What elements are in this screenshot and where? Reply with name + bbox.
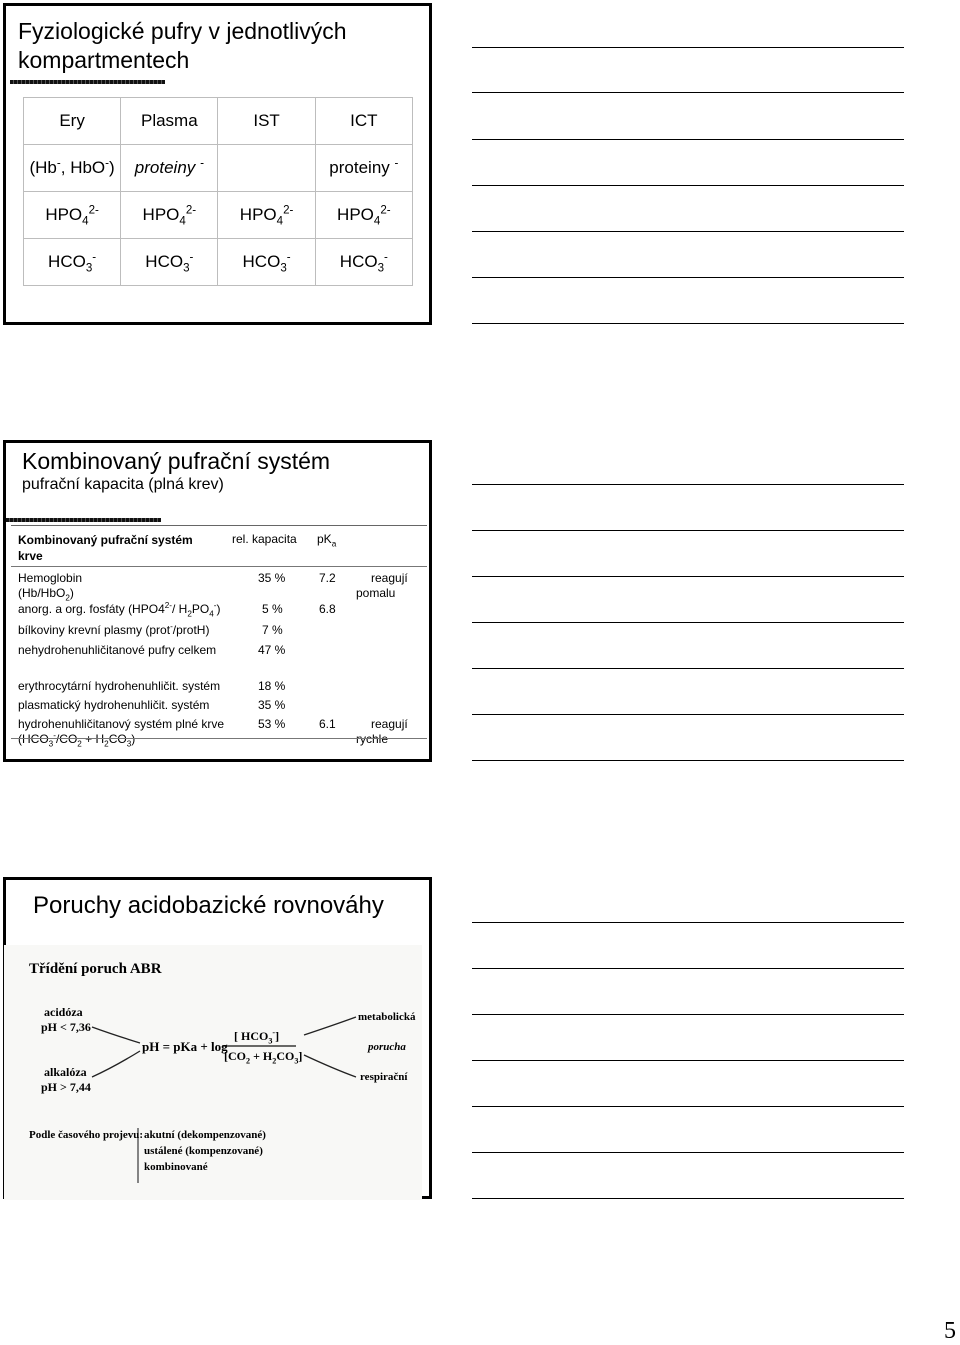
slide2-table-bottom-line — [11, 738, 427, 739]
slide-kombinovany-system — [3, 440, 432, 762]
slide2-subtitle: pufrační kapacita (plná krev) — [22, 476, 224, 493]
slide1-title: Fyziologické pufry v jednotlivých kompartmentech — [18, 18, 347, 73]
table-header — [18, 532, 428, 563]
slide2-table-top-line — [11, 525, 427, 526]
row-note: reagují — [371, 717, 408, 731]
note-line — [472, 1106, 904, 1107]
scan-kombinovane: kombinované — [144, 1161, 208, 1173]
cell-hb: (Hb-, HbO-) — [24, 145, 121, 192]
scan-alkaloza-ph: pH > 7,44 — [41, 1080, 91, 1094]
note-line — [472, 576, 904, 577]
table-row — [18, 571, 428, 603]
row-capacity: 53 % — [258, 717, 286, 731]
cell-hpo4: $HPO_4^{2-}$ — [121, 192, 218, 239]
note-line — [472, 484, 904, 485]
row-pk: 6.8 — [319, 602, 336, 616]
note-line — [472, 968, 904, 969]
cell-empty — [218, 145, 315, 192]
row-pk: 7.2 — [319, 571, 336, 585]
scan-ustalene: ustálené (kompenzované) — [144, 1145, 263, 1157]
cell-hpo4: $HPO_4^{2-}$ — [24, 192, 121, 239]
row-name: Hemoglobin — [18, 571, 83, 585]
row-name: bílkoviny krevní plasmy (prot-/protH) — [18, 622, 210, 637]
row-name: erythrocytární hydrohenuhličit. systém — [18, 679, 221, 693]
cell-hpo4: $HPO_4^{2-}$ — [218, 192, 315, 239]
header-system: Kombinovaný pufrační systém krve — [18, 533, 193, 563]
row-name-2: (Hb/HbO$_2$) — [18, 586, 74, 603]
row-note-2: pomalu — [356, 586, 396, 600]
cell-proteiny-plasma: proteiny - — [121, 145, 218, 192]
table-row — [18, 679, 428, 697]
row-capacity: 18 % — [258, 679, 286, 693]
row-capacity: 35 % — [258, 571, 286, 585]
note-line — [472, 1014, 904, 1015]
row-name: anorg. a org. fosfáty ($HPO4^{2-}/$ $H_2PO_4^-$) — [18, 601, 221, 619]
scan-porucha: porucha — [368, 1041, 406, 1053]
scan-eq-lhs: pH = pKa + log — [142, 1039, 228, 1054]
header-ist: IST — [218, 98, 315, 145]
note-line — [472, 1152, 904, 1153]
scanned-abr-classification — [4, 945, 422, 1200]
row-pk: 6.1 — [319, 717, 336, 731]
header-plasma: Plasma — [121, 98, 218, 145]
page-number: 5 — [944, 1318, 956, 1344]
slide1-title-rule — [10, 80, 165, 84]
scan-eq-numerator: [ $HCO_3^-$] — [234, 1028, 280, 1046]
cell-hco3: $HCO_3^-$ — [121, 239, 218, 286]
row-capacity: 35 % — [258, 698, 286, 712]
row-name: plasmatický hydrohenuhličit. systém — [18, 698, 210, 712]
cell-hco3: $HCO_3^-$ — [315, 239, 412, 286]
table-row — [24, 145, 413, 192]
cell-proteiny-ict: proteiny - — [315, 145, 412, 192]
cell-hpo4: $HPO_4^{2-}$ — [315, 192, 412, 239]
slide-fyziologicke-pufry — [3, 3, 432, 325]
cell-hco3: $HCO_3^-$ — [218, 239, 315, 286]
scan-alkaloza: alkalóza — [44, 1065, 87, 1079]
table-row — [24, 192, 413, 239]
note-line — [472, 622, 904, 623]
note-line — [472, 714, 904, 715]
scan-acidoza-ph: pH < 7,36 — [41, 1020, 91, 1034]
header-ict: ICT — [315, 98, 412, 145]
scan-acidoza: acidóza — [44, 1005, 83, 1019]
table-header-line — [11, 566, 427, 567]
row-name: nehydrohenuhličitanové pufry celkem — [18, 643, 217, 657]
slide3-title: Poruchy acidobazické rovnováhy — [33, 892, 384, 919]
buffer-capacity-table — [18, 532, 428, 749]
note-line — [472, 92, 904, 93]
note-line — [472, 231, 904, 232]
table-row — [24, 239, 413, 286]
table-row — [18, 623, 428, 641]
note-line — [472, 922, 904, 923]
note-line — [472, 277, 904, 278]
slide2-title-rule — [6, 518, 161, 522]
scan-akutni: akutní (dekompenzované) — [144, 1129, 266, 1141]
table-row — [24, 98, 413, 145]
note-line — [472, 668, 904, 669]
row-capacity: 7 % — [262, 623, 283, 637]
table-row — [18, 717, 428, 749]
row-note-2: rychle — [356, 732, 389, 746]
note-line — [472, 185, 904, 186]
scan-eq-denominator: $[CO_2 + H_2CO_3]$ — [224, 1049, 303, 1066]
header-ery: Ery — [24, 98, 121, 145]
table-row — [18, 602, 428, 620]
table-row — [18, 643, 428, 661]
note-line — [472, 530, 904, 531]
note-line — [472, 47, 904, 48]
scan-heading: Třídění poruch ABR — [29, 961, 162, 977]
row-formula: $(HCO_3^-/CO_2 + H_2CO_3)$ — [18, 731, 136, 749]
row-capacity: 5 % — [262, 602, 283, 616]
scan-respiracni: respirační — [360, 1071, 408, 1083]
header-kapacita: rel. kapacita — [232, 532, 297, 546]
row-name: hydrohenuhličitanový systém plné krve — [18, 717, 225, 731]
compartments-table — [23, 97, 413, 286]
table-row — [18, 698, 428, 716]
note-line — [472, 139, 904, 140]
note-line — [472, 1060, 904, 1061]
slide2-title: Kombinovaný pufrační systém — [22, 448, 331, 474]
header-pk: $pK_a$ — [317, 532, 337, 549]
scan-metabolicka: metabolická — [358, 1011, 416, 1023]
note-line — [472, 323, 904, 324]
row-note: reagují — [371, 571, 408, 585]
scan-podle: Podle časového projevu: — [29, 1129, 144, 1141]
cell-hco3: $HCO_3^-$ — [24, 239, 121, 286]
row-capacity: 47 % — [258, 643, 286, 657]
note-line — [472, 1198, 904, 1199]
note-line — [472, 760, 904, 761]
